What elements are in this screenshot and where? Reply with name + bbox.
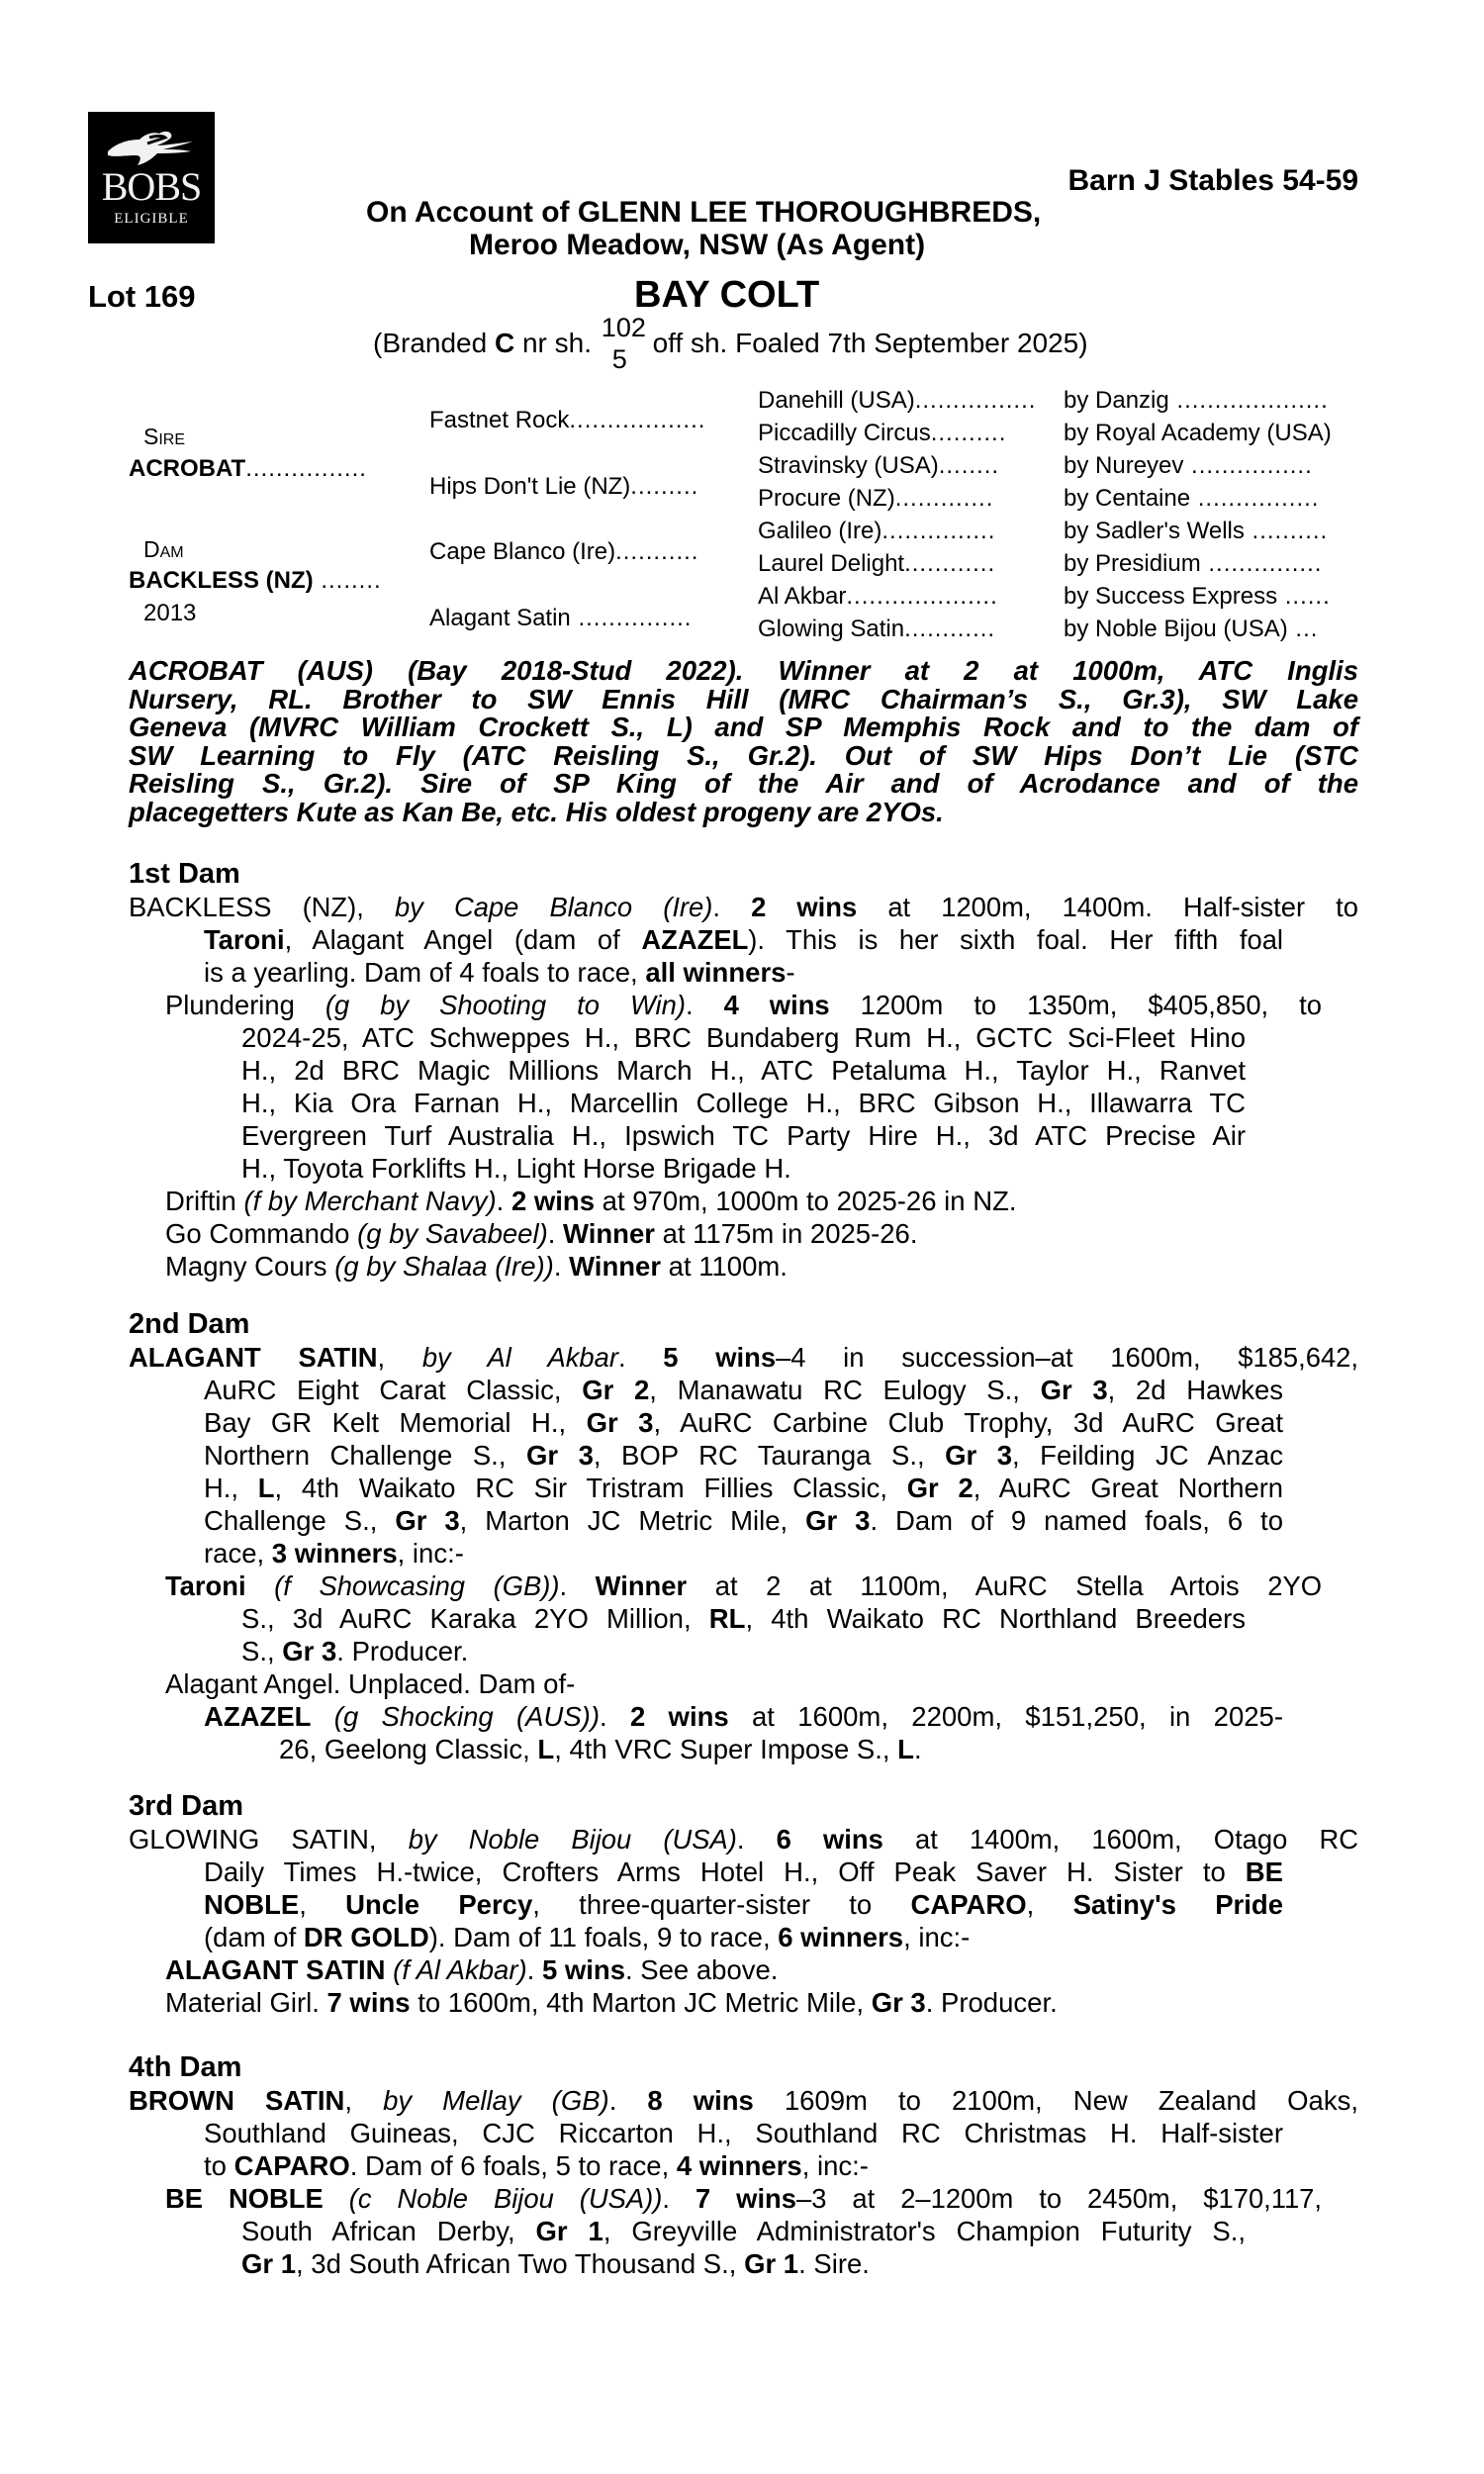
text-run: , — [377, 1342, 422, 1373]
gen3-ancestor — [758, 549, 995, 579]
bold-text-run: 5 wins — [663, 1342, 777, 1373]
text-run: . — [553, 1251, 570, 1282]
dam-section-line — [129, 1602, 1246, 1635]
gen4-sire-of-ancestor — [1064, 451, 1313, 481]
gen2-sire-dam — [429, 472, 698, 502]
text-run: AuRC Eight Carat Classic, — [204, 1375, 583, 1405]
barn-location: Barn J Stables 54-59 — [1067, 164, 1358, 197]
bold-text-run: 2 wins — [751, 892, 858, 922]
bold-text-run: BROWN SATIN — [129, 2085, 345, 2116]
dam-section-line — [129, 1700, 1283, 1733]
brand-suffix-foaled: off sh. Foaled 7th September 2025) — [652, 328, 1088, 358]
dam-section-heading: 3rd Dam — [129, 1790, 244, 1822]
text-run: , — [299, 1889, 346, 1920]
bold-text-run: AZAZEL — [641, 924, 749, 955]
bold-text-run: Satiny's Pride — [1072, 1889, 1283, 1920]
text-run: . See above. — [625, 1954, 779, 1985]
text-run: 1200m to 1350m, $405,850, to — [829, 990, 1322, 1020]
dam-section-line — [129, 1341, 1358, 1374]
gen2-dam-sire — [429, 537, 698, 567]
text-run: . — [662, 2183, 696, 2214]
bold-text-run: CAPARO — [233, 2150, 350, 2181]
text-run: at 1600m, 2200m, $151,250, in 2025- — [728, 1701, 1283, 1732]
text-run: . Dam of 6 foals, 5 to race, — [349, 2150, 677, 2181]
dam-section-line — [129, 989, 1322, 1021]
text-run: at 1400m, 1600m, Otago RC — [882, 1824, 1358, 1855]
italic-text-run: (f by Merchant Navy) — [243, 1186, 497, 1216]
bold-text-run: DR GOLD — [303, 1922, 429, 1952]
bold-text-run: BE NOBLE — [165, 2183, 324, 2214]
bold-text-run: 8 wins — [647, 2085, 754, 2116]
bold-text-run: Gr 1 — [744, 2248, 799, 2279]
text-run: race, — [204, 1538, 272, 1569]
leader-dots: ............... — [881, 518, 996, 544]
bold-text-run: AZAZEL — [204, 1701, 312, 1732]
gen4-sire-of-ancestor — [1064, 517, 1328, 546]
gen4-sire-of-ancestor — [1064, 549, 1322, 579]
gen3-ancestor — [758, 386, 1036, 416]
brand-number-bottom: 5 — [611, 344, 627, 374]
sire-note-line — [129, 770, 1358, 799]
leader-dots: .................... — [846, 583, 998, 610]
gen4-sire-of-ancestor — [1064, 419, 1332, 448]
ancestor-name: Cape Blanco (Ire) — [429, 538, 616, 565]
bold-text-run: 6 wins — [776, 1824, 883, 1855]
leader-dots: ......... — [630, 473, 699, 500]
brand-near-shoulder: nr sh. — [521, 328, 593, 358]
text-run: , 4th Waikato RC Sir Tristram Fillies Classic, — [274, 1473, 907, 1503]
leader-dots: ............. — [894, 485, 994, 512]
gen3-ancestor — [758, 451, 999, 481]
text-run: Driftin — [165, 1186, 244, 1216]
bold-text-run: Uncle Percy — [345, 1889, 533, 1920]
text-run: . — [496, 1186, 511, 1216]
text-run: at 1175m in 2025-26. — [654, 1218, 918, 1249]
text-run: . — [608, 2085, 648, 2116]
dam-section-line — [129, 1667, 1322, 1700]
vendor-line-1: On Account of GLENN LEE THOROUGHBREDS, — [366, 196, 1042, 229]
sire-note-paragraph — [129, 657, 1358, 826]
horse-description: BAY COLT — [634, 274, 820, 316]
text-run: is a yearling. Dam of 4 foals to race, — [204, 957, 646, 988]
brand-prefix: (Branded — [373, 328, 488, 358]
text-run: , BOP RC Tauranga S., — [593, 1440, 946, 1471]
gen3-ancestor — [758, 615, 995, 644]
text-run: at 2 at 1100m, AuRC Stella Artois 2YO — [687, 1570, 1323, 1601]
gen2-dam-dam — [429, 604, 692, 633]
ancestor-sire-name: by Noble Bijou (USA) — [1064, 616, 1288, 642]
text-run: , Greyville Administrator's Champion Futurity S., — [603, 2216, 1246, 2246]
bold-text-run: 2 wins — [629, 1701, 729, 1732]
bold-text-run: Taroni — [204, 924, 285, 955]
dam-section-1 — [129, 857, 1358, 1283]
text-run: placegetters Kute as Kan Be, etc. His oldest progeny are 2YOs. — [129, 796, 944, 827]
leader-dots: ............... — [1200, 550, 1323, 577]
text-run: , 3d South African Two Thousand S., — [296, 2248, 745, 2279]
ancestor-sire-name: by Success Express — [1064, 583, 1278, 610]
bold-text-run: Gr 1 — [535, 2216, 603, 2246]
bold-text-run: Winner — [569, 1251, 662, 1282]
dam-section-line — [129, 1856, 1283, 1888]
text-run: BACKLESS (NZ), — [129, 892, 395, 922]
dam-section-line — [129, 1953, 1322, 1986]
bold-text-run: Gr 3 — [525, 1440, 594, 1471]
dam-section-line — [129, 1733, 1208, 1765]
italic-text-run: by Mellay (GB) — [383, 2085, 609, 2116]
bold-text-run: Gr 3 — [805, 1505, 871, 1536]
italic-text-run: (f Al Akbar) — [393, 1954, 527, 1985]
text-run: . Dam of 9 named foals, 6 to — [870, 1505, 1283, 1536]
text-run: , Alagant Angel (dam of — [284, 924, 642, 955]
text-run: Go Commando — [165, 1218, 358, 1249]
ancestor-name: Laurel Delight — [758, 550, 905, 577]
dam-section-line — [129, 1986, 1322, 2019]
text-run: Plundering — [165, 990, 325, 1020]
text-run: H., 2d BRC Magic Millions March H., ATC Petaluma H., Taylor H., Ranvet — [241, 1055, 1246, 1086]
text-run: to — [204, 2150, 234, 2181]
brand-foaled-line — [373, 313, 1088, 374]
dam-section-line — [129, 2084, 1358, 2117]
text-run — [246, 1570, 275, 1601]
text-run: 2024-25, ATC Schweppes H., BRC Bundaberg Rum H., GCTC Sci-Fleet Hino — [241, 1022, 1246, 1053]
dam-section-line — [129, 1054, 1246, 1087]
dam-section-line — [129, 1217, 1322, 1250]
text-run: at 970m, 1000m to 2025-26 in NZ. — [595, 1186, 1017, 1216]
bold-text-run: CAPARO — [910, 1889, 1027, 1920]
ancestor-sire-name: by Danzig — [1064, 387, 1169, 414]
leader-dots: ... — [1287, 616, 1319, 642]
ancestor-sire-name: by Presidium — [1064, 550, 1201, 577]
text-run: H., Kia Ora Farnan H., Marcellin College H., BRC Gibson H., Illawarra TC — [241, 1088, 1246, 1118]
bold-text-run: 4 winners — [676, 2150, 802, 2181]
text-run: , AuRC Great Northern — [973, 1473, 1284, 1503]
dam-section-line — [129, 1472, 1283, 1504]
gen4-sire-of-ancestor — [1064, 582, 1331, 612]
text-run: Magny Cours — [165, 1251, 335, 1282]
dam-section-line — [129, 956, 1283, 989]
leader-dots: ........ — [313, 567, 382, 594]
dam-section-heading: 1st Dam — [129, 858, 240, 890]
dam-section-line — [129, 2182, 1322, 2215]
text-run: Challenge S., — [204, 1505, 396, 1536]
dam-section-4 — [129, 2050, 1358, 2280]
brand-number-top: 102 — [601, 313, 646, 342]
lot-number: Lot 169 — [88, 279, 196, 314]
text-run: , Manawatu RC Eulogy S., — [649, 1375, 1041, 1405]
bold-text-run: ALAGANT SATIN — [129, 1342, 378, 1373]
text-run: - — [786, 957, 795, 988]
ancestor-name: Galileo (Ire) — [758, 518, 882, 544]
text-run: at 1100m. — [661, 1251, 788, 1282]
text-run: Bay GR Kelt Memorial H., — [204, 1407, 587, 1438]
gen4-sire-of-ancestor — [1064, 615, 1318, 644]
racehorse-head-icon — [102, 126, 201, 169]
bold-text-run: L — [537, 1734, 555, 1764]
text-run: H., — [204, 1473, 258, 1503]
dam-section-line — [129, 1374, 1283, 1406]
leader-dots: ............ — [904, 550, 996, 577]
ancestor-name: Alagant Satin — [429, 605, 571, 631]
leader-dots: ................ — [1183, 452, 1313, 479]
text-run: (dam of — [204, 1922, 304, 1952]
ancestor-sire-name: by Royal Academy (USA) — [1064, 420, 1332, 446]
text-run: . — [547, 1218, 564, 1249]
ancestor-name: Al Akbar — [758, 583, 847, 610]
text-run — [311, 1701, 333, 1732]
bold-text-run: Gr 3 — [395, 1505, 460, 1536]
sire-note-line — [129, 796, 1358, 827]
sire-name-row — [129, 454, 367, 484]
dam-name-row — [129, 566, 382, 596]
text-run: . — [736, 1824, 777, 1855]
bold-text-run: RL — [708, 1603, 746, 1634]
sire-note-line — [129, 739, 1358, 771]
dam-section-line — [129, 1570, 1322, 1602]
sire-note-line — [129, 714, 1358, 742]
text-run: , three-quarter-sister to — [532, 1889, 911, 1920]
text-run: S., 3d AuRC Karaka 2YO Million, — [241, 1603, 709, 1634]
bold-text-run: Gr 1 — [241, 2248, 297, 2279]
ancestor-name: Hips Don't Lie (NZ) — [429, 473, 631, 500]
dam-section-heading: 4th Dam — [129, 2051, 242, 2083]
ancestor-name: Glowing Satin — [758, 616, 905, 642]
bold-text-run: Gr 3 — [282, 1636, 337, 1666]
dam-section-line — [129, 1152, 1246, 1185]
dam-name: BACKLESS (NZ) — [129, 567, 314, 594]
text-run: . — [712, 892, 752, 922]
brand-mark: C — [494, 328, 515, 358]
dam-section-line — [129, 923, 1283, 956]
bold-text-run: 7 wins — [326, 1987, 411, 2018]
text-run: , — [344, 2085, 384, 2116]
text-run: , inc:- — [903, 1922, 971, 1952]
text-run: Daily Times H.-twice, Crofters Arms Hotel H., Off Peak Saver H. Sister to — [204, 1856, 1246, 1887]
brand-number — [600, 313, 646, 374]
dam-section-line — [129, 1823, 1358, 1856]
dam-section-line — [129, 1537, 1283, 1570]
dam-section-line — [129, 1406, 1283, 1439]
dam-year: 2013 — [143, 600, 197, 626]
text-run: Southland Guineas, CJC Riccarton H., Southland RC Christmas H. Half-sister — [204, 2118, 1283, 2148]
text-run: , — [1026, 1889, 1073, 1920]
sire-name: ACROBAT — [129, 455, 246, 482]
italic-text-run: by Cape Blanco (Ire) — [394, 892, 713, 922]
text-run: GLOWING SATIN, — [129, 1824, 409, 1855]
text-run: , Feilding JC Anzac — [1012, 1440, 1283, 1471]
bold-text-run: Gr 2 — [906, 1473, 974, 1503]
text-run: –3 at 2–1200m to 2450m, $170,117, — [795, 2183, 1322, 2214]
bold-text-run: NOBLE — [204, 1889, 300, 1920]
text-run: SW Learning to Fly (ATC Reisling S., Gr.2). Out of SW Hips Don’t Lie (STC — [129, 739, 1358, 771]
bold-text-run: ALAGANT SATIN — [165, 1954, 386, 1985]
text-run: . — [685, 990, 724, 1020]
ancestor-name: Piccadilly Circus — [758, 420, 931, 446]
dam-section-line — [129, 1921, 1283, 1953]
text-run — [324, 2183, 349, 2214]
dam-section-line — [129, 1439, 1283, 1472]
gen3-ancestor — [758, 419, 1006, 448]
bold-text-run: Gr 3 — [586, 1407, 654, 1438]
text-run: Reisling S., Gr.2). Sire of SP King of the Air and of Acrodance and of the — [129, 768, 1358, 799]
italic-text-run: by Noble Bijou (USA) — [408, 1824, 737, 1855]
bold-text-run: 7 wins — [695, 2183, 796, 2214]
text-run: Nursery, RL. Brother to SW Ennis Hill (MRC Chairman’s S., Gr.3), SW Lake — [129, 683, 1358, 714]
dam-section-line — [129, 1504, 1283, 1537]
bold-text-run: Taroni — [165, 1570, 246, 1601]
italic-text-run: (f Showcasing (GB)) — [274, 1570, 560, 1601]
text-run: . Producer. — [925, 1987, 1058, 2018]
ancestor-sire-name: by Centaine — [1064, 485, 1191, 512]
dam-section-3 — [129, 1789, 1358, 2019]
bold-text-run: 3 winners — [271, 1538, 398, 1569]
text-run: . — [617, 1342, 664, 1373]
text-run: ACROBAT (AUS) (Bay 2018-Stud 2022). Winner at 2 at 1000m, ATC Inglis — [129, 655, 1358, 686]
gen3-ancestor — [758, 582, 998, 612]
sire-label: Sire — [143, 424, 186, 449]
text-run: , inc:- — [397, 1538, 464, 1569]
bold-text-run: 2 wins — [510, 1186, 596, 1216]
gen2-sire-sire — [429, 406, 705, 435]
bold-text-run: 6 winners — [778, 1922, 904, 1952]
ancestor-sire-name: by Sadler's Wells — [1064, 518, 1245, 544]
text-run: 26, Geelong Classic, — [279, 1734, 538, 1764]
bold-text-run: all winners — [645, 957, 787, 988]
text-run: . — [526, 1954, 542, 1985]
text-run: to 1600m, 4th Marton JC Metric Mile, — [410, 1987, 872, 2018]
text-run: –4 in succession–at 1600m, $185,642, — [776, 1342, 1358, 1373]
leader-dots: ...... — [1277, 583, 1331, 610]
bold-text-run: 5 wins — [541, 1954, 626, 1985]
text-run: , inc:- — [801, 2150, 869, 2181]
dam-section-line — [129, 891, 1358, 923]
text-run: . Producer. — [336, 1636, 469, 1666]
dam-section-line — [129, 2247, 1246, 2280]
dam-section-2 — [129, 1307, 1358, 1765]
leader-dots: .................. — [569, 407, 706, 433]
italic-text-run: (g by Shooting to Win) — [325, 990, 686, 1020]
leader-dots: .......... — [930, 420, 1007, 446]
text-run: , Marton JC Metric Mile, — [459, 1505, 806, 1536]
sire-note-line — [129, 657, 1358, 686]
dam-section-line — [129, 2215, 1246, 2247]
dam-section-line — [129, 1119, 1246, 1152]
leader-dots: ............ — [904, 616, 996, 642]
text-run: Material Girl. — [165, 1987, 327, 2018]
leader-dots: ................ — [914, 387, 1037, 414]
bold-text-run: Gr 3 — [1040, 1375, 1108, 1405]
text-run: , 4th Waikato RC Northland Breeders — [745, 1603, 1246, 1634]
text-run: 1609m to 2100m, New Zealand Oaks, — [753, 2085, 1358, 2116]
leader-dots: ........... — [615, 538, 699, 565]
gen3-ancestor — [758, 484, 993, 514]
italic-text-run: (g by Savabeel) — [357, 1218, 548, 1249]
text-run: H., Toyota Forklifts H., Light Horse Brigade H. — [241, 1153, 791, 1184]
bold-text-run: 4 wins — [723, 990, 830, 1020]
leader-dots: ........ — [938, 452, 1000, 479]
text-run: at 1200m, 1400m. Half-sister to — [857, 892, 1358, 922]
text-run: . — [913, 1734, 922, 1764]
italic-text-run: (g Shocking (AUS)) — [333, 1701, 600, 1732]
gen4-sire-of-ancestor — [1064, 484, 1319, 514]
vendor-line-2: Meroo Meadow, NSW (As Agent) — [469, 229, 926, 261]
leader-dots: ............... — [570, 605, 693, 631]
text-run: Alagant Angel. Unplaced. Dam of- — [165, 1668, 576, 1699]
leader-dots: ................ — [1190, 485, 1320, 512]
text-run: , 2d Hawkes — [1107, 1375, 1283, 1405]
text-run: ). Dam of 11 foals, 9 to race, — [428, 1922, 779, 1952]
italic-text-run: (c Noble Bijou (USA)) — [348, 2183, 663, 2214]
bold-text-run: Gr 2 — [582, 1375, 650, 1405]
bold-text-run: Gr 3 — [945, 1440, 1012, 1471]
bold-text-run: L — [257, 1473, 275, 1503]
text-run: Northern Challenge S., — [204, 1440, 526, 1471]
bobs-eligible-logo — [88, 112, 215, 243]
dam-section-line — [129, 1185, 1322, 1217]
ancestor-name: Procure (NZ) — [758, 485, 895, 512]
dam-label: Dam — [143, 536, 184, 562]
dam-section-line — [129, 1087, 1246, 1119]
bold-text-run: Winner — [563, 1218, 655, 1249]
ancestor-sire-name: by Nureyev — [1064, 452, 1184, 479]
leader-dots: .................... — [1168, 387, 1329, 414]
gen3-ancestor — [758, 517, 995, 546]
bold-text-run: Gr 3 — [871, 1987, 926, 2018]
text-run: South African Derby, — [241, 2216, 536, 2246]
dam-section-line — [129, 1888, 1283, 1921]
text-run: . Sire. — [798, 2248, 870, 2279]
dam-section-heading: 2nd Dam — [129, 1308, 250, 1340]
sire-note-line — [129, 683, 1358, 714]
leader-dots: ................ — [245, 455, 367, 482]
text-run: , 4th VRC Super Impose S., — [554, 1734, 898, 1764]
text-run: Evergreen Turf Australia H., Ipswich TC Party Hire H., 3d ATC Precise Air — [241, 1120, 1246, 1151]
bold-text-run: BE — [1245, 1856, 1283, 1887]
dam-section-line — [129, 2117, 1283, 2149]
bold-text-run: Winner — [595, 1570, 688, 1601]
text-run: ). This is her sixth foal. Her fifth foal — [748, 924, 1284, 955]
logo-subtitle: ELIGIBLE — [114, 211, 189, 227]
bold-text-run: L — [897, 1734, 914, 1764]
text-run: Geneva (MVRC William Crockett S., L) and SP Memphis Rock and to the dam of — [129, 712, 1358, 742]
logo-title: BOBS — [101, 164, 202, 209]
dam-section-line — [129, 1635, 1246, 1667]
ancestor-name: Fastnet Rock — [429, 407, 570, 433]
dam-section-line — [129, 2149, 1283, 2182]
ancestor-name: Danehill (USA) — [758, 387, 915, 414]
italic-text-run: by Al Akbar — [421, 1342, 618, 1373]
dam-section-line — [129, 1250, 1322, 1283]
text-run: . — [559, 1570, 596, 1601]
text-run: , AuRC Carbine Club Trophy, 3d AuRC Great — [653, 1407, 1283, 1438]
gen4-sire-of-ancestor — [1064, 386, 1329, 416]
text-run: . — [600, 1701, 630, 1732]
text-run: S., — [241, 1636, 283, 1666]
ancestor-name: Stravinsky (USA) — [758, 452, 939, 479]
italic-text-run: (g by Shalaa (Ire)) — [334, 1251, 554, 1282]
dam-section-line — [129, 1021, 1246, 1054]
leader-dots: .......... — [1244, 518, 1329, 544]
